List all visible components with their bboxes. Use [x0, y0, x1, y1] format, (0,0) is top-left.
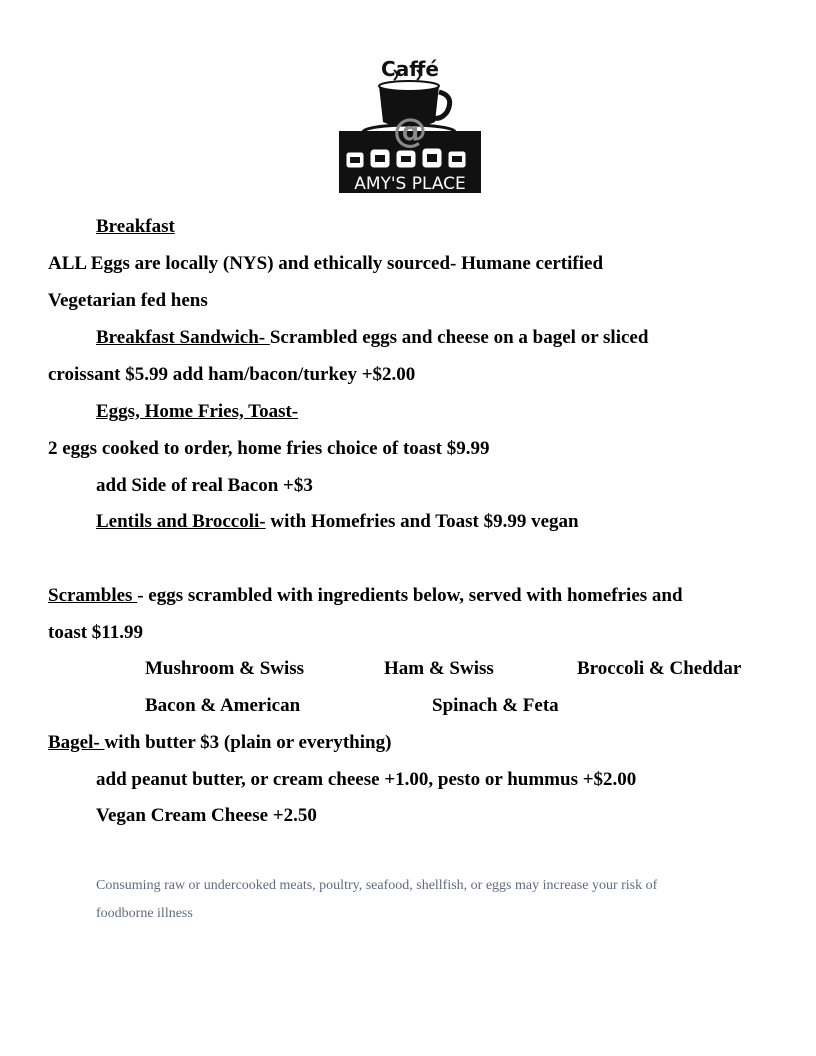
breakfast-sandwich-desc: Scrambled eggs and cheese on a bagel or sliced — [269, 327, 649, 348]
coffee-cup-icon — [339, 50, 481, 193]
scramble-option: Spinach & Feta — [432, 695, 559, 716]
eggs-home-fries-desc: 2 eggs cooked to order, home fries choice of toast $9.99 — [48, 438, 490, 459]
breakfast-sandwich-name: Breakfast Sandwich- — [96, 327, 270, 348]
lentils-item — [96, 510, 579, 534]
section-title: Breakfast — [96, 216, 175, 237]
scrambles-desc: - eggs scrambled with ingredients below, served with homefries and — [137, 585, 683, 606]
scramble-option: Mushroom & Swiss — [145, 658, 305, 679]
logo-top-text: Caffé — [381, 57, 439, 81]
eggs-note-line-2: Vegetarian fed hens — [48, 290, 208, 311]
scramble-option: Ham & Swiss — [384, 658, 494, 679]
bagel-item — [48, 731, 391, 755]
scramble-option: Bacon & American — [145, 695, 301, 716]
eggs-note-line-1: ALL Eggs are locally (NYS) and ethically sourced- Humane certified — [48, 253, 604, 274]
disclaimer-line-2: foodborne illness — [96, 906, 193, 921]
bacon-addon: add Side of real Bacon +$3 — [96, 475, 313, 496]
breakfast-sandwich-desc-2: croissant $5.99 add ham/bacon/turkey +$2.00 — [48, 364, 416, 385]
breakfast-sandwich-item — [96, 326, 648, 350]
scrambles-desc-2: toast $11.99 — [48, 622, 143, 643]
bagel-addon-1: add peanut butter, or cream cheese +1.00, pesto or hummus +$2.00 — [96, 769, 637, 790]
logo-at-symbol: @ — [393, 111, 427, 151]
lentils-desc: with Homefries and Toast $9.99 vegan — [265, 511, 579, 532]
eggs-home-fries-name: Eggs, Home Fries, Toast- — [96, 401, 299, 422]
bagel-addon-2: Vegan Cream Cheese +2.50 — [96, 805, 317, 826]
scrambles-item — [48, 584, 683, 608]
disclaimer-line-1: Consuming raw or undercooked meats, poultry, seafood, shellfish, or eggs may increase your risk of — [96, 878, 658, 893]
lentils-name: Lentils and Broccoli- — [96, 511, 266, 532]
bagel-desc: with butter $3 (plain or everything) — [104, 732, 392, 753]
scrambles-name: Scrambles — [48, 585, 138, 606]
logo-bottom-text: AMY'S PLACE — [354, 174, 466, 193]
bagel-name: Bagel- — [48, 732, 105, 753]
cafe-logo — [339, 50, 481, 193]
scramble-option: Broccoli & Cheddar — [577, 658, 742, 679]
